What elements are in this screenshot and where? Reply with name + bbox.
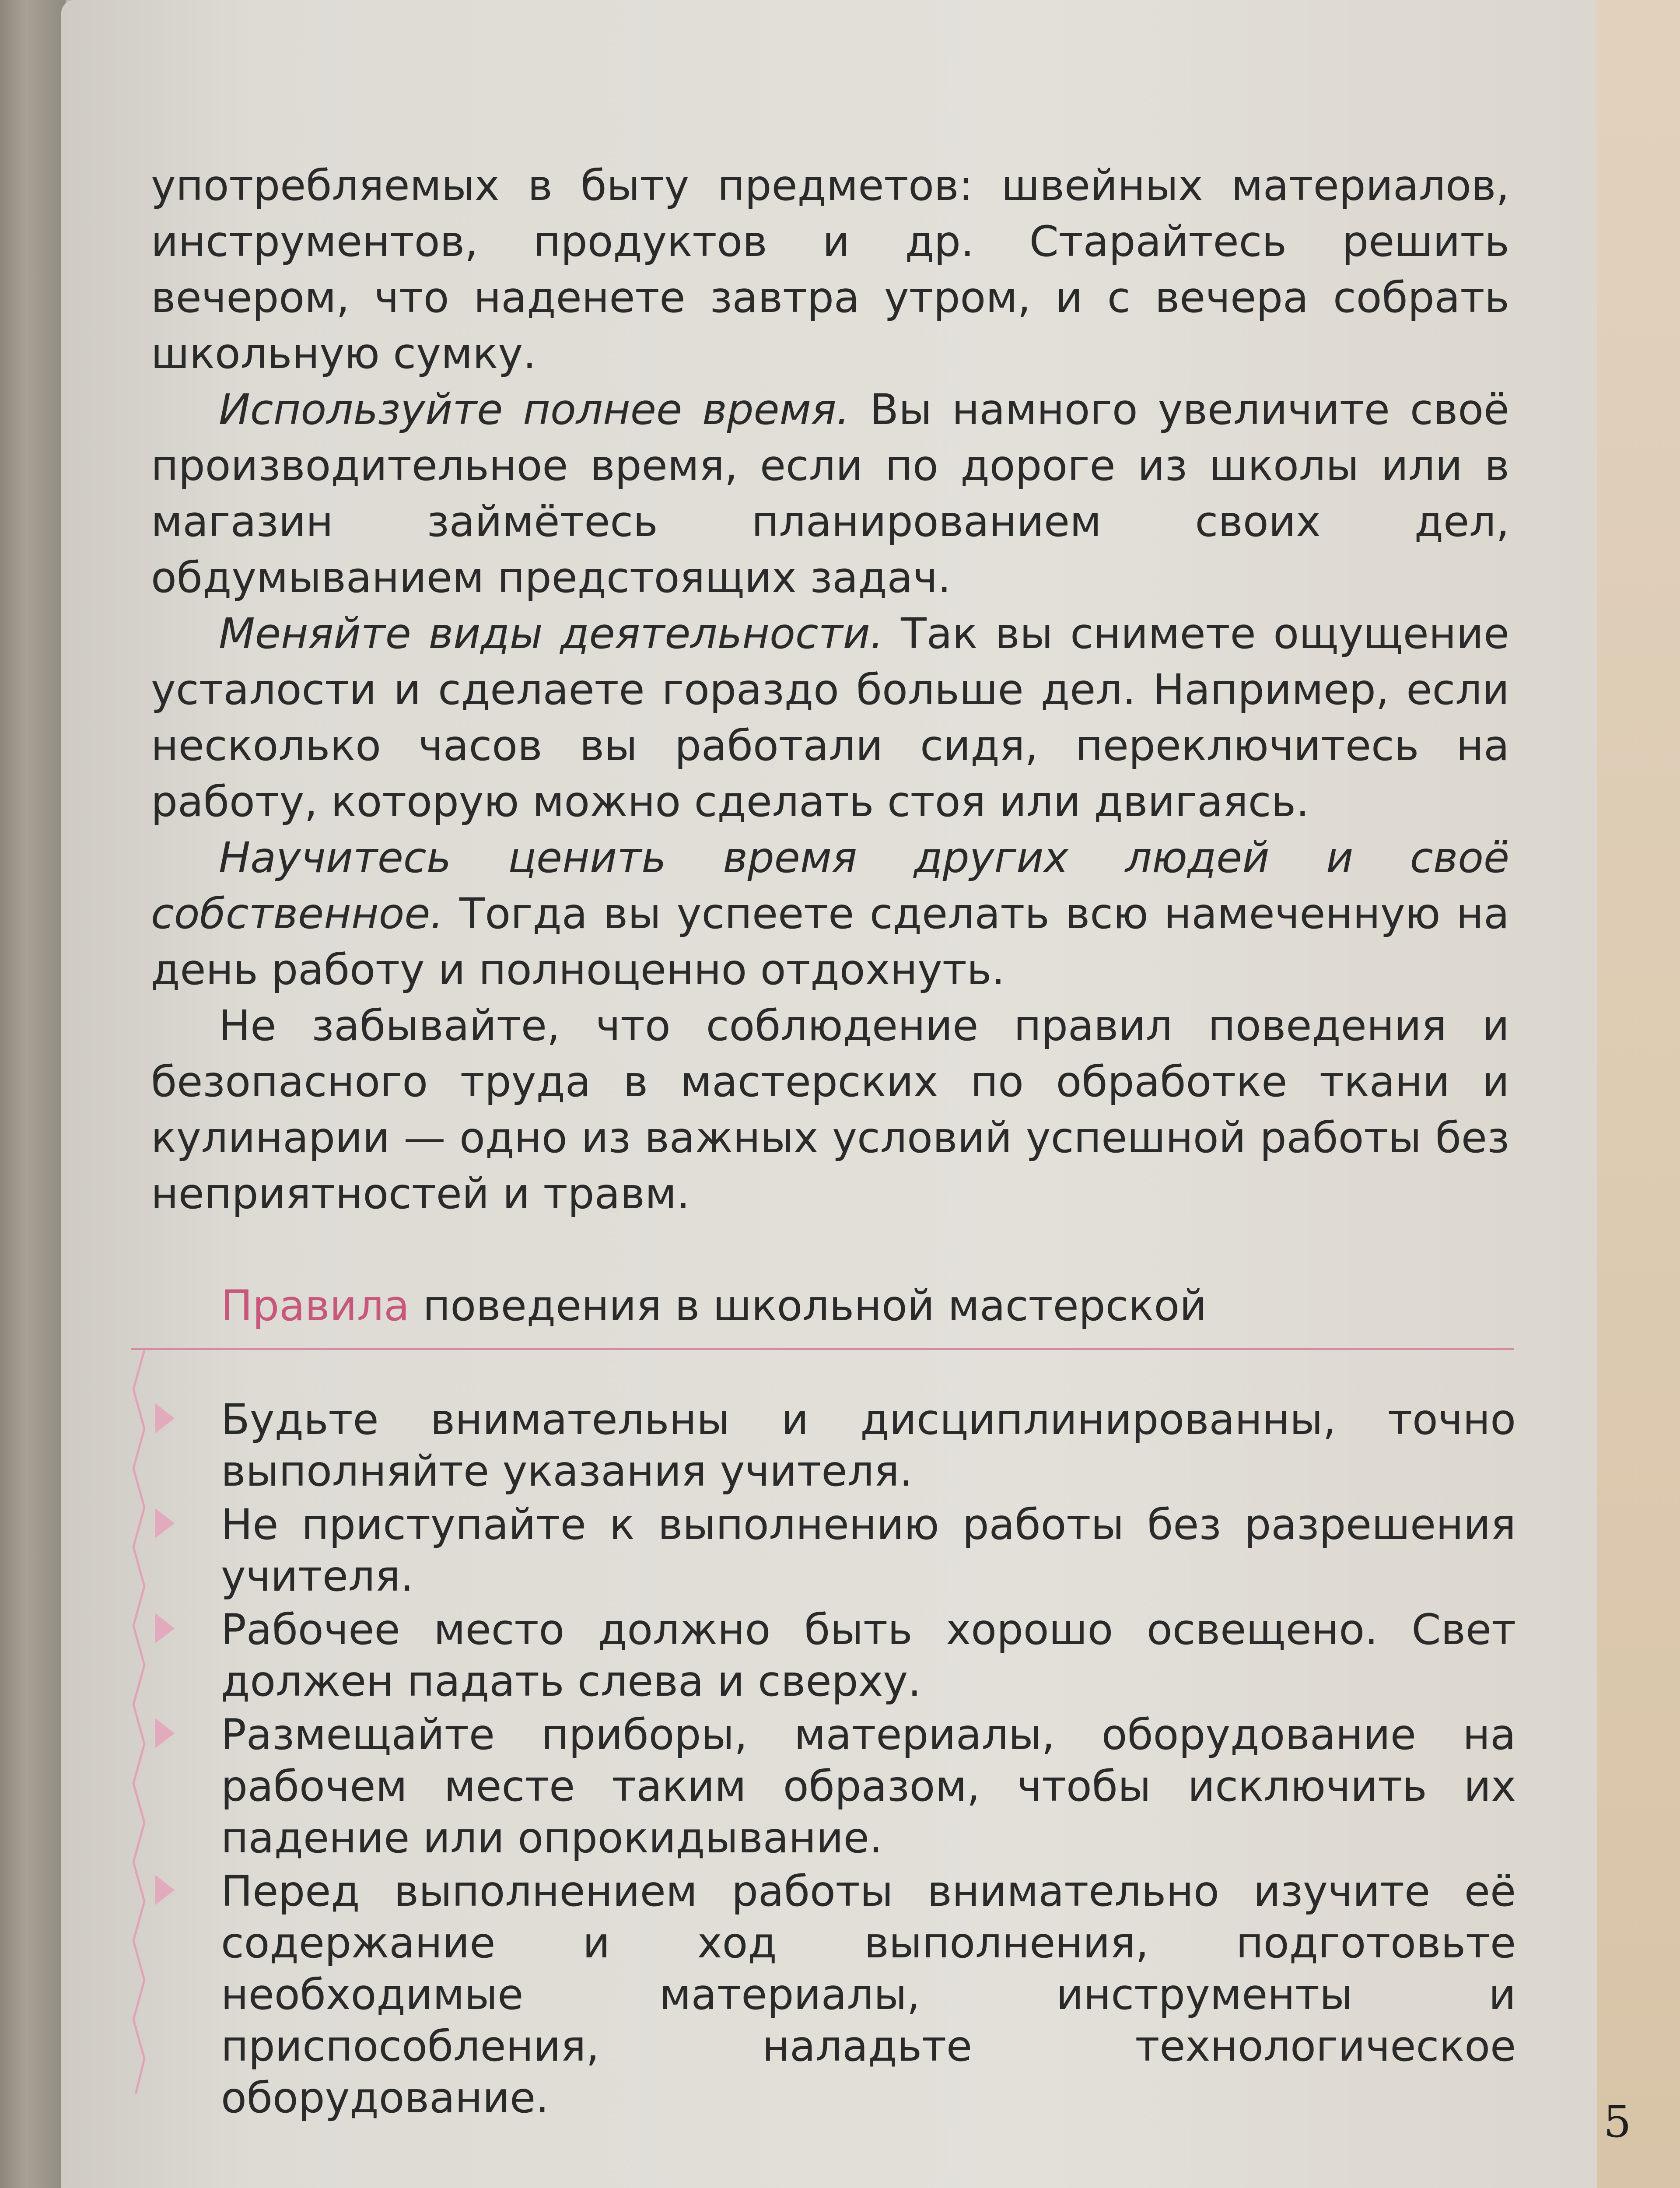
paragraph-2 (151, 382, 1509, 606)
paragraph-5 (151, 998, 1509, 1222)
paragraph-2-lead: Используйте полнее время. (219, 385, 850, 434)
rule-item (221, 1604, 1516, 1707)
section-divider (131, 1348, 1514, 1350)
paragraph-3-lead: Меняйте виды деятельности. (219, 609, 884, 658)
paragraph-3-text: Так вы снимете ощущение усталости и сделаете гораздо больше дел. Например, если несколько часов вы работали сидя, переключитесь на работу, которую можно сделать стоя или двигаясь. (151, 609, 1510, 826)
triangle-bullet-icon (155, 1508, 175, 1538)
rule-text: Размещайте приборы, материалы, оборудование на рабочем месте таким образом, чтобы исключить их падение или опрокидывание. (221, 1710, 1516, 1862)
section-title-accent: Правила (221, 1281, 410, 1330)
rule-text: Рабочее место должно быть хорошо освещено. Свет должен падать слева и сверху. (221, 1605, 1516, 1706)
rule-text: Будьте внимательны и дисциплинированны, точно выполняйте указания учителя. (221, 1395, 1516, 1496)
rule-item (221, 1709, 1516, 1864)
triangle-bullet-icon (155, 1718, 175, 1748)
paragraph-4-lead: Научитесь ценить время других людей и своё собственное. (151, 833, 1509, 938)
zigzag-border (131, 1350, 158, 2094)
adjacent-page-edge (1597, 0, 1680, 2188)
triangle-bullet-icon (155, 1613, 175, 1643)
paragraph-2-text: Вы намного увеличите своё производительное время, если по дороге из школы или в магазин займётесь планированием своих дел, обдумыванием предстоящих задач. (151, 385, 1510, 602)
section-title-rest: поведения в школьной мастерской (410, 1281, 1207, 1330)
rules-list (221, 1394, 1516, 2125)
section-title (221, 1278, 1207, 1334)
rule-item (221, 1499, 1516, 1602)
paragraph-1 (151, 158, 1509, 382)
triangle-bullet-icon (155, 1875, 175, 1905)
rule-item (221, 1865, 1516, 2124)
rule-text: Перед выполнением работы внимательно изучите её содержание и ход выполнения, подготовьте необходимые материалы, инструменты и приспособления, наладьте технологическое оборудование. (221, 1867, 1516, 2122)
paragraph-3 (151, 606, 1509, 830)
paragraph-1-text: употребляемых в быту предметов: швейных материалов, инструментов, продуктов и др. Старайтесь решить вечером, что наденете завтра утром, и с вечера собрать школьную сумку. (151, 161, 1509, 378)
rule-text: Не приступайте к выполнению работы без разрешения учителя. (221, 1500, 1516, 1601)
paragraph-5-text: Не забывайте, что соблюдение правил поведения и безопасного труда в мастерских по обработке ткани и кулинарии — одно из важных условий успешной работы без неприятностей и травм. (151, 1001, 1509, 1218)
triangle-bullet-icon (155, 1403, 175, 1433)
rule-item (221, 1394, 1516, 1497)
paragraph-4 (151, 830, 1509, 998)
book-binding-edge (0, 0, 66, 2188)
page-number: 5 (1603, 2096, 1631, 2147)
paragraph-4-text: Тогда вы успеете сделать всю намеченную на день работу и полноценно отдохнуть. (151, 889, 1509, 994)
body-text (151, 158, 1509, 1222)
